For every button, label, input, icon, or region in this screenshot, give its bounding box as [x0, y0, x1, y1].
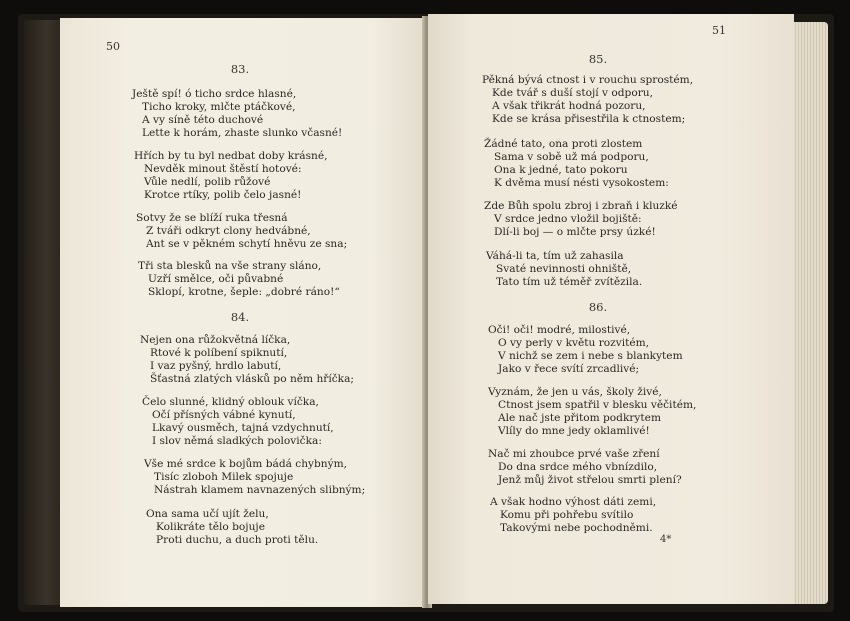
verse-line: Hřích by tu byl nedbat doby krásné,	[134, 150, 328, 162]
verse-line: A však třikrát hodná pozoru,	[492, 100, 646, 112]
poem-86-stanza-2	[488, 386, 696, 438]
poem-85-stanza-1	[482, 74, 693, 126]
verse-line: Tato tím už téměř zvítězila.	[496, 276, 643, 288]
poem-86-stanza-1	[488, 324, 683, 376]
verse-line: Kde se krása přisestřila k ctnostem;	[492, 113, 686, 125]
verse-line: Vše mé srdce k bojům bádá chybným,	[144, 458, 348, 470]
poem-number-85: 85.	[588, 52, 608, 66]
verse-line: Vůle nedlí, polib růžové	[144, 176, 271, 188]
verse-line: Jako v řece svítí zrcadlivé;	[498, 363, 640, 375]
verse-line: Komu při pohřebu svítilo	[500, 509, 634, 521]
poem-84-stanza-4	[146, 508, 318, 547]
verse-line: O vy perly v květu rozvitém,	[498, 337, 650, 349]
verse-line: Sklopí, krotne, šeple: „dobré ráno!“	[148, 286, 340, 298]
poem-86-stanza-4	[490, 496, 656, 535]
left-page-number: 50	[106, 40, 120, 53]
poem-number-86: 86.	[588, 300, 608, 314]
verse-line: Vlíly do mne jedy oklamlivé!	[498, 425, 650, 437]
verse-line: Proti duchu, a duch proti tělu.	[156, 534, 319, 546]
verse-line: Sotvy že se blíží ruka třesná	[136, 212, 288, 224]
verse-line: Ještě spí! ó ticho srdce hlasné,	[132, 88, 297, 100]
verse-line: Kde tvář s duší stojí v odporu,	[492, 87, 653, 99]
verse-line: Z tváři odkryt clony hedvábné,	[146, 225, 311, 237]
poem-85-stanza-2	[484, 138, 669, 190]
verse-line: Ale nač jste přitom podkrytem	[498, 412, 661, 424]
poem-84-stanza-1	[140, 334, 354, 386]
verse-line: Tři sta blesků na vše strany sláno,	[138, 260, 322, 272]
page-block-edge	[790, 22, 828, 604]
verse-line: Do dna srdce mého vbnízdilo,	[498, 461, 658, 473]
verse-line: A však hodno výhost dáti zemi,	[490, 496, 657, 508]
poem-85-stanza-4	[486, 250, 642, 289]
verse-line: A vy síně této duchové	[142, 114, 264, 126]
verse-line: Vyznám, že jen u vás, školy živé,	[488, 386, 662, 398]
verse-line: Krotce rtíky, polib čelo jasné!	[144, 189, 302, 201]
binding-edge-left	[24, 20, 62, 605]
poem-83-stanza-3	[136, 212, 347, 251]
verse-line: Ant se v pěkném schytí hněvu ze sna;	[146, 238, 348, 250]
verse-line: Nástrah klamem navnazených slibným;	[154, 484, 366, 496]
verse-line: V nichž se zem i nebe s blankytem	[498, 350, 683, 362]
verse-line: Žádné tato, ona proti zlostem	[484, 138, 643, 150]
verse-line: Pěkná bývá ctnost i v rouchu sprostém,	[482, 74, 694, 86]
left-page	[60, 18, 426, 607]
verse-line: I slov němá sladkých polovička:	[152, 435, 322, 447]
verse-line: Ona sama učí ujít želu,	[146, 508, 269, 520]
verse-line: Sama v sobě už má podporu,	[494, 151, 649, 163]
verse-line: Ticho kroky, mlčte ptáčkové,	[142, 101, 296, 113]
verse-line: Uzří smělce, oči půvabné	[148, 273, 284, 285]
poem-number-84: 84.	[230, 310, 250, 324]
right-page	[428, 14, 794, 604]
poem-83-stanza-4	[138, 260, 340, 299]
verse-line: Kolikráte tělo bojuje	[156, 521, 265, 533]
verse-line: Tisíc zloboh Milek spojuje	[154, 471, 294, 483]
verse-line: Rtové k políbení spiknutí,	[150, 347, 288, 359]
verse-line: K dvěma musí nésti vysokostem:	[494, 177, 669, 189]
verse-line: Oči! oči! modré, milostivé,	[488, 324, 631, 336]
verse-line: Svaté nevinnosti ohniště,	[496, 263, 632, 275]
verse-line: Váhá-li ta, tím už zahasila	[486, 250, 624, 262]
verse-line: Čelo slunné, klidný oblouk víčka,	[142, 396, 319, 408]
signature-mark: 4*	[660, 534, 672, 545]
poem-84-stanza-3	[144, 458, 365, 497]
verse-line: V srdce jedno vložil bojiště:	[494, 213, 642, 225]
poem-85-stanza-3	[484, 200, 678, 239]
verse-line: Ctnost jsem spatřil v blesku věčitém,	[498, 399, 697, 411]
verse-line: Očí přísných vábné kynutí,	[152, 409, 296, 421]
verse-line: Lkavý ousměch, tajná vzdychnutí,	[152, 422, 334, 434]
verse-line: Nejen ona růžokvětná líčka,	[140, 334, 291, 346]
verse-line: Dlí-li boj — o mlčte prsy úzké!	[494, 226, 656, 238]
poem-83-stanza-2	[134, 150, 328, 202]
poem-84-stanza-2	[142, 396, 334, 448]
verse-line: Takovými nebe pochodněmi.	[500, 522, 653, 534]
verse-line: Zde Bůh spolu zbroj i zbraň i kluzké	[484, 200, 678, 212]
verse-line: Šťastná zlatých vlásků po něm hříčka;	[150, 373, 354, 385]
verse-line: Jenž můj život střelou smrti plení?	[498, 474, 682, 486]
verse-line: Nevděk minout štěstí hotové:	[144, 163, 302, 175]
verse-line: I vaz pyšný, hrdlo labutí,	[150, 360, 282, 372]
verse-line: Nač mi zhoubce prvé vaše zření	[488, 448, 660, 460]
right-page-number: 51	[712, 24, 726, 37]
verse-line: Ona k jedné, tato pokoru	[494, 164, 628, 176]
verse-line: Lette k horám, zhaste slunko včasné!	[142, 127, 343, 139]
poem-86-stanza-3	[488, 448, 682, 487]
poem-number-83: 83.	[230, 62, 250, 76]
poem-83-stanza-1	[132, 88, 342, 140]
